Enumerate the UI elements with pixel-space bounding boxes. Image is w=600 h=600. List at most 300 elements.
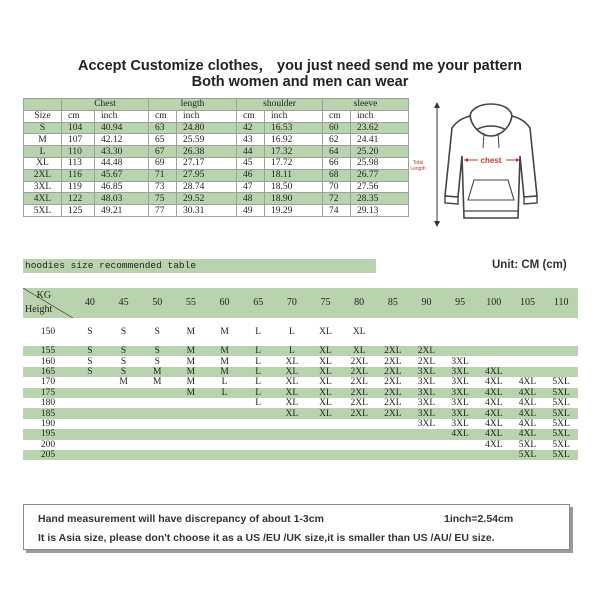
recommended-size-cell: S [107,356,141,366]
recommend-row [23,429,578,439]
size-table-value-cell: 30.31 [177,205,237,217]
recommended-size-cell [443,440,477,450]
recommended-size-cell: XL [309,398,343,408]
recommended-size-cell [544,367,578,377]
recommended-size-cell: 3XL [410,377,444,387]
recommended-size-cell: 5XL [544,408,578,418]
size-table-value-cell: 29.13 [351,205,409,217]
size-table-value-cell: 27.56 [351,181,409,193]
chest-label: chest [480,156,502,165]
recommended-size-cell [174,398,208,408]
height-cell: 180 [23,398,73,408]
recommended-size-cell: 2XL [342,356,376,366]
weight-header-cell: 40 [73,288,107,318]
size-table-subheader [24,110,409,122]
size-table-value-cell: 27.95 [177,169,237,181]
recommended-size-cell: XL [309,377,343,387]
weight-header-cell: 60 [208,288,242,318]
recommended-size-cell: XL [309,408,343,418]
size-table-subheader-cell: inch [177,110,237,122]
recommended-size-cell: 2XL [376,398,410,408]
recommended-size-cell: XL [309,322,343,342]
recommended-size-cell: 4XL [511,408,545,418]
recommended-size-cell: 2XL [410,356,444,366]
size-table-value-cell: 48 [237,193,265,205]
recommended-size-cell: XL [275,367,309,377]
recommended-size-cell: 5XL [511,450,545,460]
size-table-value-cell: 43.30 [95,146,149,158]
recommended-size-cell: 4XL [477,377,511,387]
size-table-value-cell: 64 [323,146,351,158]
recommended-size-cell [342,419,376,429]
recommended-size-cell: M [140,377,174,387]
size-table-row [24,193,409,205]
recommended-size-cell: 5XL [511,440,545,450]
recommended-size-cell [208,429,242,439]
size-table-size-cell: 3XL [24,181,62,193]
size-table-row [24,205,409,217]
recommend-row [23,419,578,429]
recommended-size-cell: 4XL [477,408,511,418]
size-table-size-cell: S [24,122,62,134]
recommended-size-cell [107,440,141,450]
size-table-value-cell: 62 [323,134,351,146]
size-table-row [24,169,409,181]
recommended-size-cell: S [140,356,174,366]
size-table-value-cell: 72 [323,193,351,205]
size-table-value-cell: 26.38 [177,146,237,158]
size-table-size-cell: 4XL [24,193,62,205]
recommended-size-cell: L [275,322,309,342]
weight-header-cell: 105 [511,288,545,318]
recommended-size-cell [477,450,511,460]
recommended-size-cell: M [107,377,141,387]
recommended-size-cell [275,440,309,450]
size-recommendation-table [23,288,578,460]
recommended-size-cell [376,440,410,450]
recommended-size-cell: 4XL [477,388,511,398]
recommended-size-cell: 4XL [477,429,511,439]
recommended-size-cell [73,388,107,398]
kg-axis-label: KG [36,290,52,301]
size-table-value-cell: 119 [62,181,95,193]
recommended-size-cell: L [241,346,275,356]
note-asia-size: It is Asia size, please don't choose it as a US /EU /UK size,it is smaller than US /AU/ EU size. [38,532,495,544]
recommended-size-cell [376,429,410,439]
size-table-subheader-cell: cm [323,110,351,122]
size-table-size-cell: 5XL [24,205,62,217]
recommended-size-cell [275,429,309,439]
headline-customize: Accept Customize clothes， you just need send me your pattern [78,58,522,74]
size-table-group-shoulder: shoulder [237,99,323,111]
size-table-row [24,181,409,193]
recommended-size-cell [511,367,545,377]
recommended-size-cell [410,429,444,439]
recommended-size-cell: S [73,322,107,342]
size-table-value-cell: 40.94 [95,122,149,134]
recommend-row [23,356,578,366]
recommended-size-cell [410,322,444,342]
recommended-size-cell [477,346,511,356]
recommended-size-cell [544,356,578,366]
recommend-row [23,322,578,342]
recommended-size-cell: M [174,322,208,342]
recommended-size-cell: 2XL [376,356,410,366]
height-cell: 175 [23,388,73,398]
note-inch-conversion: 1inch=2.54cm [444,513,514,525]
recommended-size-cell: 2XL [410,346,444,356]
recommended-size-cell [73,419,107,429]
recommended-size-cell: 3XL [410,419,444,429]
size-table-group-header [24,99,409,111]
height-cell: 150 [23,322,73,342]
recommend-row [23,367,578,377]
recommended-size-cell [73,450,107,460]
recommended-size-cell: 3XL [410,367,444,377]
recommended-size-cell: L [208,377,242,387]
recommended-size-cell [342,429,376,439]
recommended-size-cell: 2XL [342,408,376,418]
recommended-size-cell [511,346,545,356]
size-table-subheader-cell: inch [265,110,323,122]
recommended-size-cell: 5XL [544,419,578,429]
recommended-size-cell: 2XL [376,408,410,418]
recommended-size-cell: 4XL [443,429,477,439]
recommended-size-cell: XL [275,398,309,408]
size-table-value-cell: 70 [323,181,351,193]
recommended-size-cell: 5XL [544,377,578,387]
recommended-size-cell: 2XL [342,398,376,408]
size-table-value-cell: 28.35 [351,193,409,205]
recommended-size-cell [443,450,477,460]
recommended-size-cell: L [241,398,275,408]
recommended-size-cell: 4XL [477,440,511,450]
recommended-size-cell [73,429,107,439]
recommended-size-cell [73,408,107,418]
recommend-row [23,398,578,408]
recommended-size-cell: XL [309,388,343,398]
length-label-1: Total [412,160,424,166]
weight-header-cell: 80 [342,288,376,318]
recommended-size-cell [511,356,545,366]
recommended-size-cell: M [208,367,242,377]
height-axis-label: Height [25,304,53,315]
size-table-value-cell: 18.90 [265,193,323,205]
recommended-size-cell [309,429,343,439]
size-table-subheader-cell: cm [62,110,95,122]
recommended-size-cell: S [140,346,174,356]
height-cell: 170 [23,377,73,387]
size-table-subheader-cell: Size [24,110,62,122]
recommended-size-cell: XL [275,408,309,418]
recommended-size-cell [443,322,477,342]
size-table-value-cell: 71 [149,169,177,181]
recommended-size-cell [275,450,309,460]
length-label-2: Length [410,166,426,172]
size-table-value-cell: 107 [62,134,95,146]
recommended-size-cell [477,356,511,366]
recommended-size-cell: L [275,346,309,356]
recommend-row [23,377,578,387]
recommended-size-cell: 4XL [511,419,545,429]
size-table-value-cell: 122 [62,193,95,205]
recommended-size-cell: 3XL [443,367,477,377]
recommended-size-cell [477,322,511,342]
size-table-row [24,146,409,158]
recommended-size-cell: S [73,346,107,356]
recommended-size-cell: 5XL [544,429,578,439]
recommended-size-cell [140,450,174,460]
recommended-size-cell [73,440,107,450]
recommended-size-cell [511,322,545,342]
recommended-size-cell [208,419,242,429]
recommended-size-cell [140,419,174,429]
recommended-size-cell [73,398,107,408]
recommended-size-cell: 3XL [443,377,477,387]
height-cell: 155 [23,346,73,356]
recommended-size-cell [107,388,141,398]
weight-header-cell: 75 [309,288,343,318]
recommended-size-cell [376,322,410,342]
size-table-value-cell: 110 [62,146,95,158]
recommended-size-cell: XL [275,356,309,366]
recommended-size-cell: L [241,377,275,387]
recommended-size-cell: 5XL [544,398,578,408]
recommended-size-cell [241,408,275,418]
weight-header-cell: 50 [140,288,174,318]
recommended-size-cell: 2XL [376,346,410,356]
size-table-value-cell: 19.29 [265,205,323,217]
height-cell: 160 [23,356,73,366]
recommended-size-cell: L [241,322,275,342]
size-table-value-cell: 66 [323,157,351,169]
recommended-size-cell: L [241,388,275,398]
size-table-value-cell: 73 [149,181,177,193]
size-table-value-cell: 113 [62,157,95,169]
size-table-value-cell: 45.67 [95,169,149,181]
recommended-size-cell: XL [275,388,309,398]
recommended-size-cell: M [140,367,174,377]
height-cell: 195 [23,429,73,439]
size-table-value-cell: 104 [62,122,95,134]
size-table-row [24,157,409,169]
recommended-size-cell: S [107,367,141,377]
height-cell: 185 [23,408,73,418]
recommended-size-cell: XL [342,322,376,342]
recommended-size-cell: XL [275,377,309,387]
unit-label: Unit: CM (cm) [492,259,567,271]
recommended-size-cell: 4XL [511,398,545,408]
size-table-value-cell: 74 [323,205,351,217]
recommended-size-cell [107,419,141,429]
size-table-value-cell: 17.72 [265,157,323,169]
recommended-size-cell [342,440,376,450]
weight-header-cell: 70 [275,288,309,318]
recommended-size-cell [544,322,578,342]
recommended-size-cell: 3XL [443,398,477,408]
recommended-size-cell: M [208,356,242,366]
recommended-size-cell [174,429,208,439]
recommended-size-cell [174,440,208,450]
size-table-value-cell: 43 [237,134,265,146]
recommended-size-cell [174,450,208,460]
recommended-size-cell: M [174,388,208,398]
size-table-value-cell: 25.20 [351,146,409,158]
size-table-size-cell: L [24,146,62,158]
recommended-size-cell: S [73,356,107,366]
size-table-value-cell: 26.77 [351,169,409,181]
size-table-subheader-cell: inch [95,110,149,122]
recommended-size-cell: 2XL [342,377,376,387]
recommended-size-cell [309,440,343,450]
size-table-value-cell: 44.48 [95,157,149,169]
recommended-size-cell: L [208,388,242,398]
recommended-size-cell: 4XL [477,419,511,429]
recommended-size-cell: M [174,377,208,387]
size-table-value-cell: 44 [237,146,265,158]
size-table-value-cell: 42 [237,122,265,134]
size-table-subheader-cell: cm [149,110,177,122]
size-table-value-cell: 46 [237,169,265,181]
recommended-size-cell: 3XL [443,419,477,429]
recommended-size-cell: 3XL [443,388,477,398]
size-table-value-cell: 29.52 [177,193,237,205]
size-table-value-cell: 23.62 [351,122,409,134]
recommended-size-cell: 4XL [477,367,511,377]
recommend-row [23,440,578,450]
recommended-size-cell [410,440,444,450]
size-table-subheader-cell: cm [237,110,265,122]
size-table-row [24,122,409,134]
recommended-size-cell: L [241,367,275,377]
size-table-value-cell: 16.92 [265,134,323,146]
recommended-size-cell: 4XL [511,377,545,387]
height-cell: 200 [23,440,73,450]
size-table-corner [24,99,62,111]
weight-header-cell: 85 [376,288,410,318]
recommended-size-cell [544,346,578,356]
recommended-size-cell: 2XL [376,388,410,398]
weight-header-cell: 55 [174,288,208,318]
note-discrepancy: Hand measurement will have discrepancy of about 1-3cm [38,513,324,525]
size-table-value-cell: 47 [237,181,265,193]
recommended-size-cell: 5XL [544,450,578,460]
recommended-size-cell [107,450,141,460]
recommended-size-cell [376,450,410,460]
recommended-size-cell [208,398,242,408]
recommended-size-cell: 2XL [342,388,376,398]
size-table-value-cell: 25.59 [177,134,237,146]
recommend-row [23,408,578,418]
recommended-size-cell [208,450,242,460]
recommended-size-cell [376,419,410,429]
weight-header-cell: 95 [443,288,477,318]
recommended-size-cell: 3XL [443,356,477,366]
recommended-size-cell: M [174,367,208,377]
recommended-size-cell: 3XL [410,408,444,418]
recommended-size-cell [241,440,275,450]
size-table-size-cell: 2XL [24,169,62,181]
recommended-size-cell [443,346,477,356]
recommended-size-cell [140,429,174,439]
size-table-value-cell: 60 [323,122,351,134]
weight-header-cell: 65 [241,288,275,318]
recommended-size-cell: XL [309,356,343,366]
recommended-size-cell: M [174,356,208,366]
size-table-value-cell: 49.21 [95,205,149,217]
size-table-value-cell: 27.17 [177,157,237,169]
size-table-value-cell: 65 [149,134,177,146]
recommended-size-cell: 3XL [410,388,444,398]
recommended-size-cell [241,450,275,460]
recommended-size-cell: M [208,346,242,356]
recommend-header-row [23,288,578,318]
recommended-size-cell [140,408,174,418]
size-table-group-chest: Chest [62,99,149,111]
recommended-size-cell [140,440,174,450]
recommended-size-cell [73,377,107,387]
size-table-value-cell: 69 [149,157,177,169]
recommended-table-banner: hoodies size recommended table [23,259,376,273]
size-table-value-cell: 116 [62,169,95,181]
recommended-size-cell: 4XL [511,429,545,439]
size-table-value-cell: 49 [237,205,265,217]
size-table-value-cell: 77 [149,205,177,217]
recommended-size-cell: S [73,367,107,377]
recommended-size-cell [309,419,343,429]
size-table-value-cell: 68 [323,169,351,181]
size-table-value-cell: 16.53 [265,122,323,134]
recommended-size-cell: 2XL [342,367,376,377]
recommended-size-cell [208,440,242,450]
size-table-value-cell: 24.80 [177,122,237,134]
recommended-size-cell: S [107,322,141,342]
size-table-size-cell: XL [24,157,62,169]
recommended-size-cell: L [241,356,275,366]
recommended-size-cell [241,429,275,439]
size-table-value-cell: 46.85 [95,181,149,193]
recommended-size-cell: XL [309,367,343,377]
recommended-size-cell: XL [309,346,343,356]
recommended-size-cell [107,429,141,439]
recommended-size-cell [174,408,208,418]
recommend-corner-cell [23,288,73,318]
recommended-size-cell [140,388,174,398]
recommended-size-cell: S [107,346,141,356]
recommended-size-cell [241,419,275,429]
recommended-size-cell: 2XL [376,377,410,387]
weight-header-cell: 100 [477,288,511,318]
recommended-size-cell: XL [342,346,376,356]
size-table-value-cell: 45 [237,157,265,169]
size-table-size-cell: M [24,134,62,146]
recommended-size-cell [410,450,444,460]
recommend-row [23,346,578,356]
recommended-size-cell: 5XL [544,388,578,398]
recommended-size-cell: 4XL [511,388,545,398]
size-table-group-length: length [149,99,237,111]
recommended-size-cell: S [140,322,174,342]
headline-unisex: Both women and men can wear [191,74,409,90]
height-cell: 165 [23,367,73,377]
size-table-value-cell: 63 [149,122,177,134]
recommended-size-cell: 5XL [544,440,578,450]
recommended-size-cell: 4XL [477,398,511,408]
size-table-value-cell: 75 [149,193,177,205]
recommended-size-cell: M [208,322,242,342]
size-table-group-sleeve: sleeve [323,99,409,111]
size-table-value-cell: 18.50 [265,181,323,193]
